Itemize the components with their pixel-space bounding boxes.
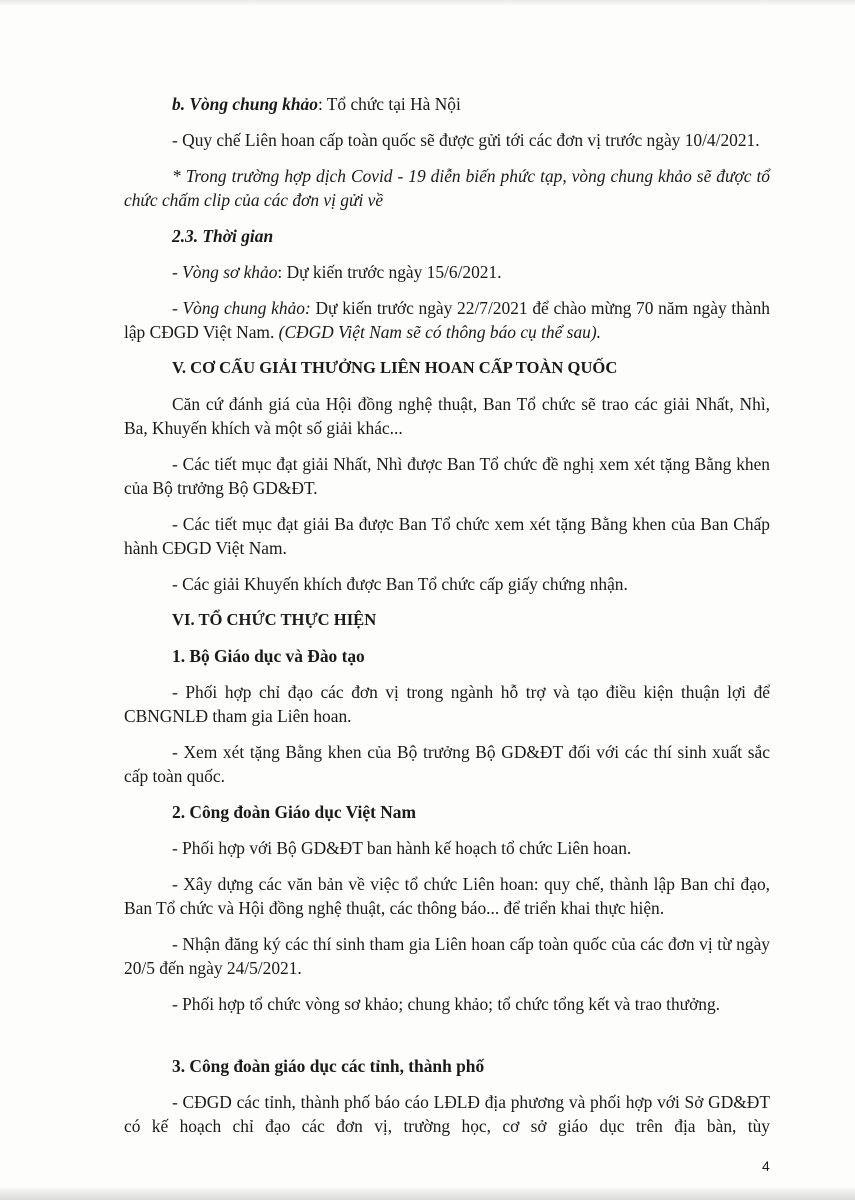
subsection-1-paragraph-2: - Xem xét tặng Bằng khen của Bộ trưởng Bộ GD&ĐT đối với các thí sinh xuất sắc cấp toàn quốc. (124, 742, 770, 786)
subsection-3-paragraph-1: - CĐGD các tỉnh, thành phố báo cáo LĐLĐ địa phương và phối hợp với Sở GD&ĐT có kế hoạch chỉ đạo các đơn vị, trường học, cơ sở giáo dục trên địa bàn, tùy (124, 1092, 770, 1136)
section-v-paragraph-4: - Các giải Khuyến khích được Ban Tổ chức cấp giấy chứng nhận. (172, 574, 628, 594)
round-final-text: : Tổ chức tại Hà Nội (317, 94, 461, 114)
final-round-time-label: - Vòng chung khảo: (172, 298, 311, 318)
subsection-2-paragraph-4: - Phối hợp tổ chức vòng sơ khảo; chung khảo; tổ chức tổng kết và trao thưởng. (172, 994, 721, 1014)
preliminary-round-label: - Vòng sơ khảo (172, 262, 278, 282)
section-v-paragraph-1: Căn cứ đánh giá của Hội đồng nghệ thuật, Ban Tổ chức sẽ trao các giải Nhất, Nhì, Ba, Khuyến khích và một số giải khác... (124, 394, 770, 438)
section-v-paragraph-3: - Các tiết mục đạt giải Ba được Ban Tổ chức xem xét tặng Bằng khen của Ban Chấp hành CĐGD Việt Nam. (124, 514, 770, 558)
subsection-1-heading: 1. Bộ Giáo dục và Đào tạo (172, 646, 365, 666)
rules-paragraph: - Quy chế Liên hoan cấp toàn quốc sẽ được gửi tới các đơn vị trước ngày 10/4/2021. (172, 130, 760, 150)
subsection-2-paragraph-3: - Nhận đăng ký các thí sinh tham gia Liên hoan cấp toàn quốc của các đơn vị từ ngày 20/5 đến ngày 24/5/2021. (124, 934, 770, 978)
final-round-time-note: (CĐGD Việt Nam sẽ có thông báo cụ thể sau). (278, 322, 601, 342)
preliminary-round-line (124, 260, 770, 284)
scan-edge-bottom (0, 1186, 855, 1200)
final-round-time-line (124, 296, 770, 344)
final-round-time-text: Dự kiến trước ngày 22/7/2021 để chào mừng 70 năm ngày thành lập CĐGD Việt Nam. (124, 298, 770, 342)
section-vi-heading: VI. TỔ CHỨC THỰC HIỆN (172, 610, 377, 629)
round-final-label: b. Vòng chung khảo (172, 94, 318, 114)
document-body (124, 92, 770, 1150)
subsection-2-heading: 2. Công đoàn Giáo dục Việt Nam (172, 802, 416, 822)
scan-edge-top (0, 0, 855, 6)
section-v-paragraph-2: - Các tiết mục đạt giải Nhất, Nhì được Ban Tổ chức đề nghị xem xét tặng Bằng khen của Bộ trưởng Bộ GD&ĐT. (124, 454, 770, 498)
subsection-2-paragraph-1: - Phối hợp với Bộ GD&ĐT ban hành kế hoạch tổ chức Liên hoan. (172, 838, 632, 858)
subsection-3-heading: 3. Công đoàn giáo dục các tỉnh, thành phố (172, 1056, 485, 1076)
covid-note: * Trong trường hợp dịch Covid - 19 diễn biến phức tạp, vòng chung khảo sẽ được tổ chức chấm clip của các đơn vị gửi về (124, 166, 770, 210)
subsection-2-paragraph-2: - Xây dựng các văn bản về việc tổ chức Liên hoan: quy chế, thành lập Ban chỉ đạo, Ban Tổ chức và Hội đồng nghệ thuật, các thông báo... để triển khai thực hiện. (124, 874, 770, 918)
time-heading: 2.3. Thời gian (172, 226, 274, 246)
subsection-1-paragraph-1: - Phối hợp chỉ đạo các đơn vị trong ngành hỗ trợ và tạo điều kiện thuận lợi để CBNGNLĐ tham gia Liên hoan. (124, 682, 770, 726)
spacer (124, 1028, 770, 1054)
section-v-heading: V. CƠ CẤU GIẢI THƯỞNG LIÊN HOAN CẤP TOÀN QUỐC (172, 358, 618, 377)
page-number: 4 (762, 1158, 770, 1174)
preliminary-round-text: : Dự kiến trước ngày 15/6/2021. (277, 262, 502, 282)
round-final-line (124, 92, 770, 116)
